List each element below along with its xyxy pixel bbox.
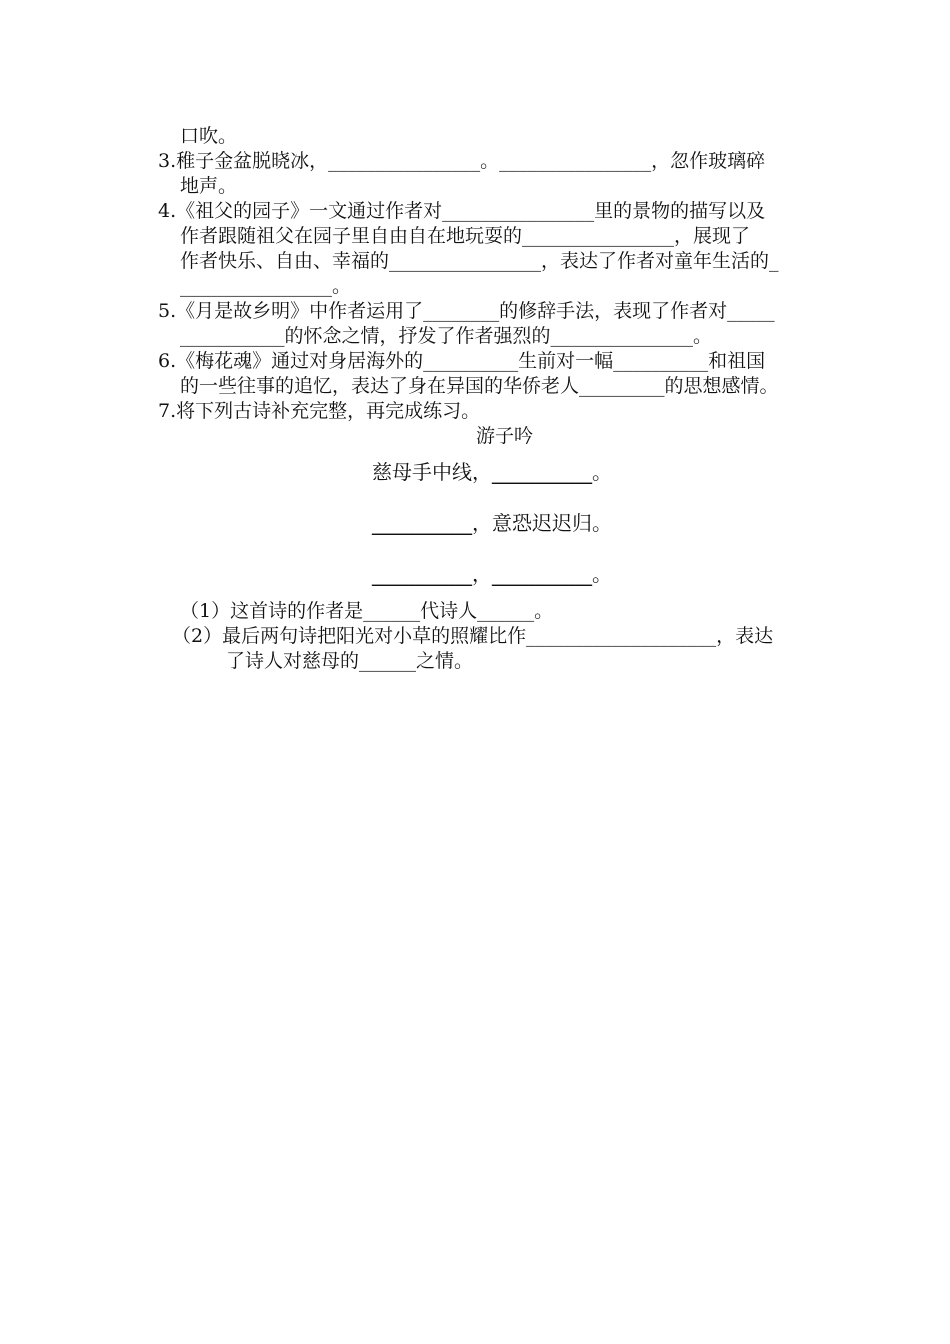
- question-4-line-1: 4.《祖父的园子》一文通过作者对________________里的景物的描写以及: [158, 200, 766, 222]
- text-line-1: 口吹。: [180, 125, 238, 147]
- sub-question-2-line-1: （2）最后两句诗把阳光对小草的照耀比作____________________，表达: [172, 625, 774, 647]
- sub-question-1: （1）这首诗的作者是______代诗人______。: [180, 600, 554, 622]
- poem-line-2: __________，意恐迟迟归。: [372, 511, 612, 535]
- question-6-line-1: 6.《梅花魂》通过对身居海外的__________生前对一幅__________和祖国: [158, 350, 766, 372]
- question-5-line-1: 5.《月是故乡明》中作者运用了________的修辞手法，表现了作者对_____: [158, 300, 775, 322]
- question-5-line-2: ___________的怀念之情，抒发了作者强烈的_______________。: [180, 325, 713, 347]
- question-4-line-3: 作者快乐、自由、幸福的________________，表达了作者对童年生活的_: [180, 250, 779, 272]
- question-7-line: 7.将下列古诗补充完整，再完成练习。: [158, 400, 481, 422]
- question-4-line-4: ________________。: [180, 275, 352, 297]
- question-6-line-2: 的一些往事的追忆，表达了身在异国的华侨老人_________的思想感情。: [180, 375, 779, 397]
- sub-question-2-line-2: 了诗人对慈母的______之情。: [226, 650, 474, 672]
- question-3-line-1: 3.稚子金盆脱晓冰，________________。________________，忽作玻璃碎: [158, 150, 766, 172]
- poem-title: 游子吟: [476, 425, 534, 447]
- question-4-line-2: 作者跟随祖父在园子里自由自在地玩耍的________________，展现了: [180, 225, 751, 247]
- poem-line-3: __________，__________。: [372, 562, 612, 586]
- poem-line-1: 慈母手中线，__________。: [372, 460, 612, 484]
- question-3-line-2: 地声。: [180, 175, 238, 197]
